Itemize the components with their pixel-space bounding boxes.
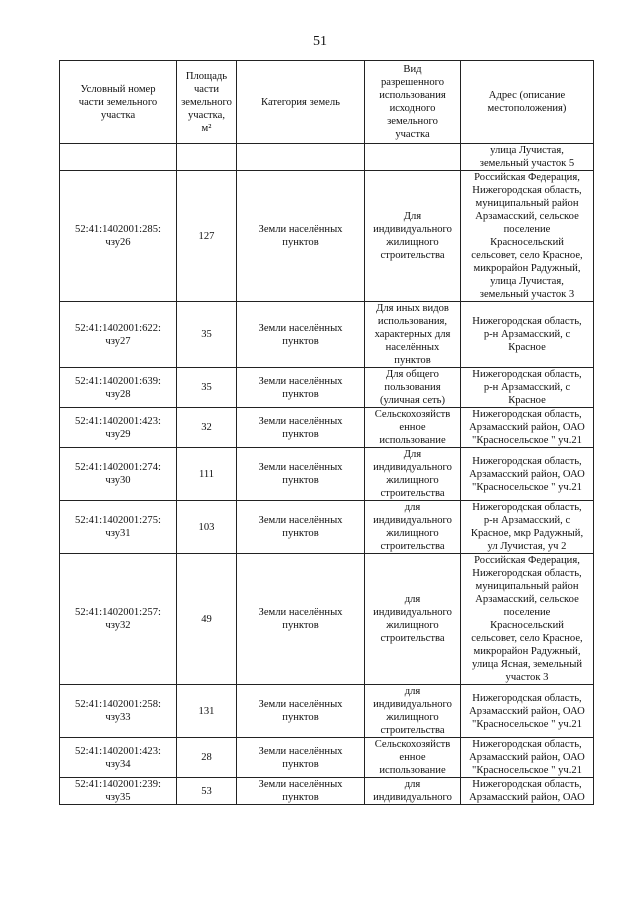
cell-area: 127 xyxy=(177,171,237,302)
cell-address: Российская Федерация, Нижегородская область, муниципальный район Арзамасский, сельское поселение Красносельский сельсовет, село Красное, микрорайон Радужный, улица Ясная, земельный участок 3 xyxy=(461,554,594,685)
cell-land-category: Земли населённых пунктов xyxy=(237,448,365,501)
cell-plot-number: 52:41:1402001:639: чзу28 xyxy=(60,368,177,408)
table-row xyxy=(60,144,594,171)
cell-area xyxy=(177,144,237,171)
table-row xyxy=(60,501,594,554)
cell-permitted-use: Для иных видов использования, характерных для населённых пунктов xyxy=(365,302,461,368)
cell-permitted-use: Сельскохозяйств енное использование xyxy=(365,738,461,778)
cell-address: улица Лучистая, земельный участок 5 xyxy=(461,144,594,171)
table-row xyxy=(60,778,594,805)
cell-area: 28 xyxy=(177,738,237,778)
cell-land-category: Земли населённых пунктов xyxy=(237,738,365,778)
cell-area: 111 xyxy=(177,448,237,501)
cell-land-category: Земли населённых пунктов xyxy=(237,685,365,738)
cell-permitted-use: для индивидуального жилищного строительства xyxy=(365,685,461,738)
cell-area: 32 xyxy=(177,408,237,448)
header-area: Площадь части земельного участка, м² xyxy=(177,61,237,144)
cell-land-category: Земли населённых пунктов xyxy=(237,368,365,408)
header-permitted-use: Вид разрешенного использования исходного земельного участка xyxy=(365,61,461,144)
cell-permitted-use xyxy=(365,144,461,171)
cell-permitted-use: для индивидуального жилищного строительства xyxy=(365,501,461,554)
cell-land-category: Земли населённых пунктов xyxy=(237,302,365,368)
cell-plot-number: 52:41:1402001:257: чзу32 xyxy=(60,554,177,685)
cell-plot-number: 52:41:1402001:423: чзу29 xyxy=(60,408,177,448)
cell-address: Нижегородская область, Арзамасский район, ОАО xyxy=(461,778,594,805)
table-row xyxy=(60,448,594,501)
cell-area: 103 xyxy=(177,501,237,554)
cell-plot-number: 52:41:1402001:285: чзу26 xyxy=(60,171,177,302)
cell-plot-number: 52:41:1402001:258: чзу33 xyxy=(60,685,177,738)
cell-plot-number: 52:41:1402001:274: чзу30 xyxy=(60,448,177,501)
table-row xyxy=(60,685,594,738)
cell-land-category: Земли населённых пунктов xyxy=(237,778,365,805)
cell-land-category xyxy=(237,144,365,171)
cell-address: Нижегородская область, р-н Арзамасский, с Красное xyxy=(461,368,594,408)
page-number: 51 xyxy=(313,34,327,49)
cell-land-category: Земли населённых пунктов xyxy=(237,554,365,685)
land-plots-table xyxy=(59,60,594,805)
cell-permitted-use: для индивидуального жилищного строительства xyxy=(365,554,461,685)
table-row xyxy=(60,408,594,448)
cell-plot-number xyxy=(60,144,177,171)
cell-plot-number: 52:41:1402001:622: чзу27 xyxy=(60,302,177,368)
cell-permitted-use: Для индивидуального жилищного строительства xyxy=(365,171,461,302)
cell-area: 53 xyxy=(177,778,237,805)
cell-permitted-use: Сельскохозяйств енное использование xyxy=(365,408,461,448)
header-plot-number: Условный номер части земельного участка xyxy=(60,61,177,144)
cell-area: 49 xyxy=(177,554,237,685)
cell-land-category: Земли населённых пунктов xyxy=(237,408,365,448)
table-row xyxy=(60,171,594,302)
cell-area: 35 xyxy=(177,368,237,408)
cell-address: Российская Федерация, Нижегородская область, муниципальный район Арзамасский, сельское поселение Красносельский сельсовет, село Красное, микрорайон Радужный, улица Лучистая, земельный участок 3 xyxy=(461,171,594,302)
cell-land-category: Земли населённых пунктов xyxy=(237,171,365,302)
cell-address: Нижегородская область, Арзамасский район, ОАО "Красносельское " уч.21 xyxy=(461,408,594,448)
table-row xyxy=(60,554,594,685)
table-row xyxy=(60,738,594,778)
cell-plot-number: 52:41:1402001:423: чзу34 xyxy=(60,738,177,778)
cell-permitted-use: Для общего пользования (уличная сеть) xyxy=(365,368,461,408)
cell-address: Нижегородская область, Арзамасский район, ОАО "Красносельское " уч.21 xyxy=(461,738,594,778)
cell-area: 131 xyxy=(177,685,237,738)
cell-area: 35 xyxy=(177,302,237,368)
cell-address: Нижегородская область, р-н Арзамасский, с Красное, мкр Радужный, ул Лучистая, уч 2 xyxy=(461,501,594,554)
table-header-row xyxy=(60,61,594,144)
cell-address: Нижегородская область, Арзамасский район, ОАО "Красносельское " уч.21 xyxy=(461,685,594,738)
cell-permitted-use: Для индивидуального жилищного строительства xyxy=(365,448,461,501)
table-row xyxy=(60,368,594,408)
cell-permitted-use: для индивидуального xyxy=(365,778,461,805)
cell-land-category: Земли населённых пунктов xyxy=(237,501,365,554)
cell-address: Нижегородская область, р-н Арзамасский, с Красное xyxy=(461,302,594,368)
cell-plot-number: 52:41:1402001:239: чзу35 xyxy=(60,778,177,805)
cell-address: Нижегородская область, Арзамасский район, ОАО "Красносельское " уч.21 xyxy=(461,448,594,501)
header-address: Адрес (описание местоположения) xyxy=(461,61,594,144)
cell-plot-number: 52:41:1402001:275: чзу31 xyxy=(60,501,177,554)
table-row xyxy=(60,302,594,368)
header-land-category: Категория земель xyxy=(237,61,365,144)
